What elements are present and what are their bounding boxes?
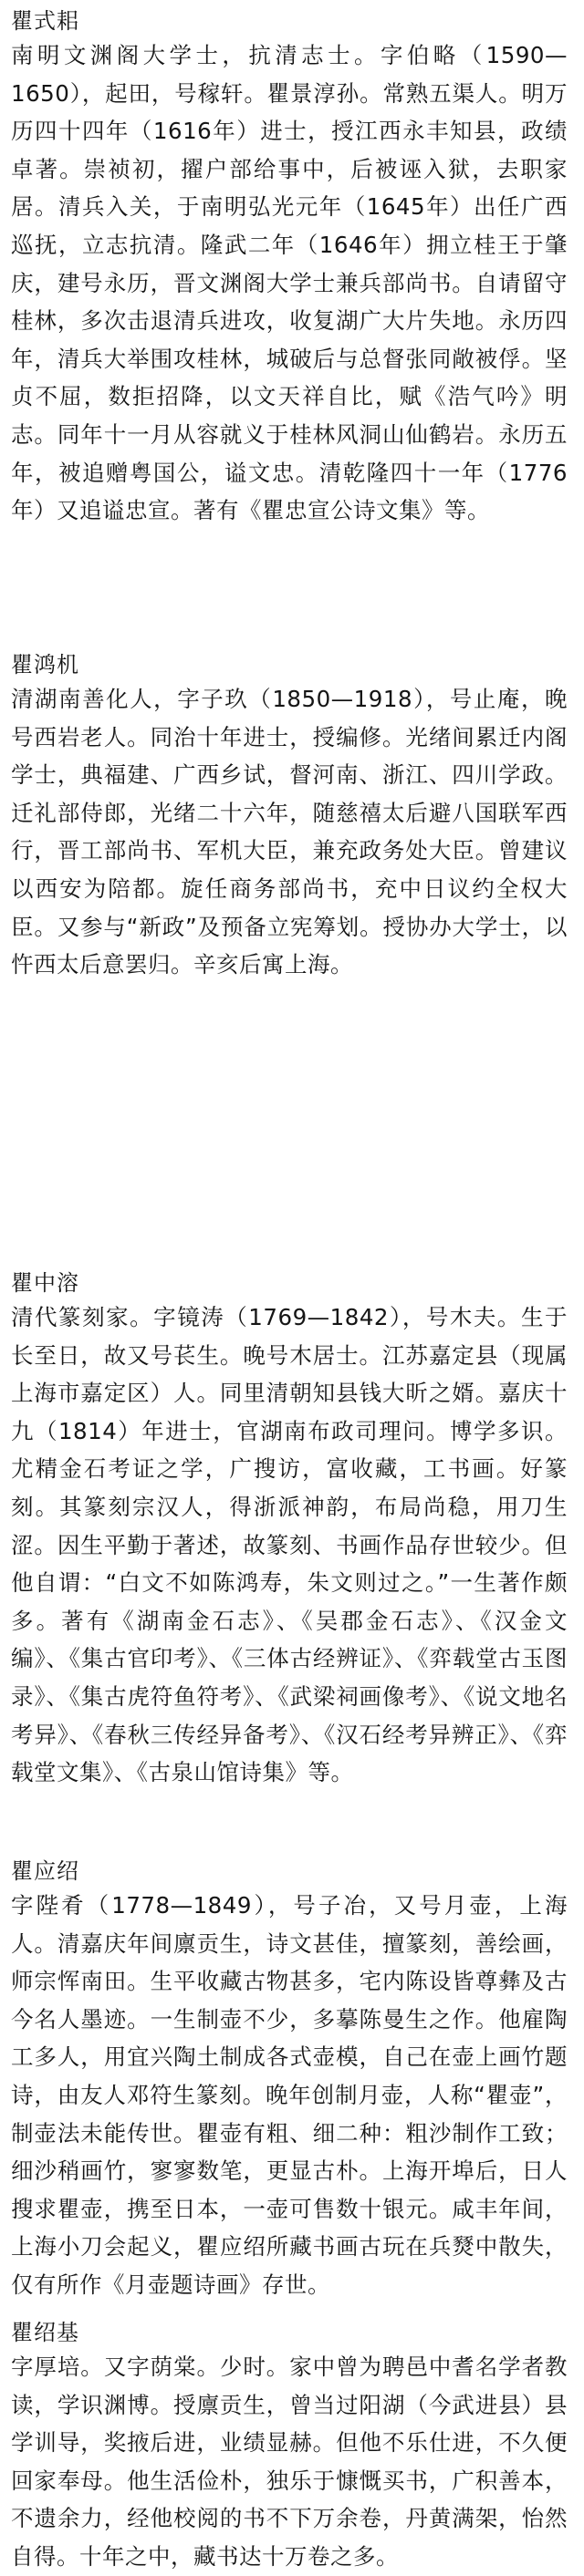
entry-name: 瞿绍基	[11, 2320, 79, 2345]
biography-entry	[11, 1267, 568, 1792]
biography-entry	[11, 5, 568, 530]
biography-entry	[11, 1856, 568, 2304]
entry-name: 瞿中溶	[11, 1270, 79, 1296]
entry-text: 清湖南善化人，字子玖（1850—1918），号止庵，晚号西岩老人。同治十年进士，授编修。光绪间累迁内阁学士，典福建、广西乡试，督河南、浙江、四川学政。迁礼部侍郎，光绪二十六年，随慈禧太后避八国联军西行，晋工部尚书、军机大臣，兼充政务处大臣。曾建议以西安为陪都。旋任商务部尚书，充中日议约全权大臣。又参与“新政”及预备立宪筹划。授协办大学士，以忤西太后意罢归。辛亥后寓上海。	[11, 686, 568, 978]
biography-entry	[11, 649, 568, 984]
entry-name: 瞿鸿机	[11, 652, 79, 678]
entry-text: 字厚培。又字荫棠。少时。家中曾为聘邑中耆名学者教读，学识渊博。授廪贡生，曾当过阳湖（今武进县）县学训导，奖掖后进，业绩显赫。但他不乐仕进，不久便回家奉母。他生活俭朴，独乐于慷慨买书，广积善本，不遗余力，经他校阅的书不下万余卷，丹黄满架，怡然自得。十年之中，藏书达十万卷之多。	[11, 2354, 568, 2570]
entry-name: 瞿应绍	[11, 1858, 79, 1884]
entry-text: 清代篆刻家。字镜涛（1769—1842），号木夫。生于长至日，故又号苌生。晚号木居士。江苏嘉定县（现属上海市嘉定区）人。同里清朝知县钱大昕之婿。嘉庆十九（1814）年进士，官湖南布政司理问。博学多识。尤精金石考证之学，广搜访，富收藏，工书画。好篆刻。其篆刻宗汉人，得浙派神韵，布局尚稳，用刀生涩。因生平勤于著述，故篆刻、书画作品存世较少。但他自谓：“白文不如陈鸿寿，朱文则过之。”一生著作颇多。著有《湖南金石志》、《吴郡金石志》、《汉金文编》、《集古官印考》、《三体古经辨证》、《弈载堂古玉图录》、《集古虎符鱼符考》、《武梁祠画像考》、《说文地名考异》、《春秋三传经异备考》、《汉石经考异辨正》、《弈载堂文集》、《古泉山馆诗集》等。	[11, 1304, 568, 1786]
entry-text: 南明文渊阁大学士，抗清志士。字伯略（1590—1650），起田，号稼轩。瞿景淳孙。常熟五渠人。明万历四十四年（1616年）进士，授江西永丰知县，政绩卓著。崇祯初，擢户部给事中，后被诬入狱，去职家居。清兵入关，于南明弘光元年（1645年）出任广西巡抚，立志抗清。隆武二年（1646年）拥立桂王于肇庆，建号永历，晋文渊阁大学士兼兵部尚书。自请留守桂林，多次击退清兵进攻，收复湖广大片失地。永历四年，清兵大举围攻桂林，城破后与总督张同敞被俘。坚贞不屈，数拒招降，以文天祥自比，赋《浩气吟》明志。同年十一月从容就义于桂林风洞山仙鹤岩。永历五年，被追赠粤国公，谥文忠。清乾隆四十一年（1776年）又追谥忠宣。著有《瞿忠宣公诗文集》等。	[11, 42, 568, 524]
entry-name: 瞿式耜	[11, 8, 79, 34]
entry-text: 字陛肴（1778—1849），号子冶，又号月壶，上海人。清嘉庆年间廪贡生，诗文甚佳，擅篆刻，善绘画，师宗恽南田。生平收藏古物甚多，宅内陈设皆尊彝及古今名人墨迹。一生制壶不少，多摹陈曼生之作。他雇陶工多人，用宜兴陶土制成各式壶模，自己在壶上画竹题诗，由友人邓符生篆刻。晚年创制月壶，人称“瞿壶”，制壶法未能传世。瞿壶有粗、细二种：粗沙制作工致；细沙稍画竹，寥寥数笔，更显古朴。上海开埠后，日人搜求瞿壶，携至日本，一壶可售数十银元。咸丰年间，上海小刀会起义，瞿应绍所藏书画古玩在兵燹中散失，仅有所作《月壶题诗画》存世。	[11, 1892, 568, 2298]
biography-entry	[11, 2317, 568, 2576]
